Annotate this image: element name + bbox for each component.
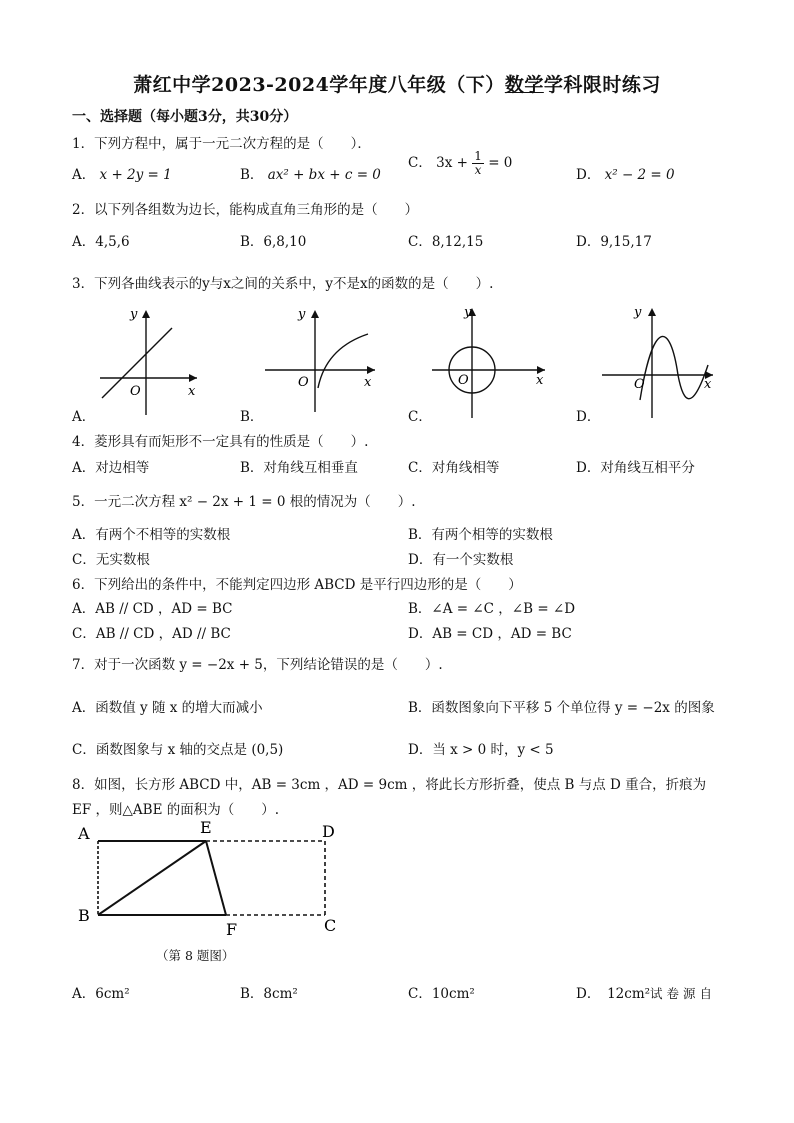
q2-option-d[interactable]: D．9,15,17 (576, 234, 652, 250)
q3-d-axis-x: x (704, 377, 712, 392)
q8-option-d[interactable] (576, 982, 712, 1002)
q7-option-c[interactable]: C．函数图象与 x 轴的交点是 (0,5) (72, 742, 284, 758)
q1-option-a[interactable] (72, 163, 172, 183)
q3-b-axis-y: y (298, 307, 306, 322)
q4-option-d[interactable]: D．对角线互相平分 (576, 460, 695, 476)
q8-point-c: C (324, 916, 337, 935)
q5-option-c[interactable]: C．无实数根 (72, 552, 150, 568)
title-rest: 学科限时练习 (543, 74, 661, 96)
q3-option-d[interactable]: D． (576, 409, 601, 425)
q3-c-axis-y: y (464, 305, 472, 320)
q8-point-f: F (226, 920, 238, 939)
q1-b-label: B． (240, 167, 264, 183)
q1-option-c[interactable] (408, 150, 512, 177)
q3-b-axis-x: x (364, 375, 372, 390)
q6-option-a[interactable]: A．AB // CD ，AD = BC (72, 601, 233, 617)
q8-trailer-text: 试 卷 源 自 (650, 986, 712, 1001)
q8-option-a[interactable]: A．6cm² (72, 986, 130, 1002)
q1-d-label: D． (576, 167, 601, 183)
q2-option-c[interactable]: C．8,12,15 (408, 234, 484, 250)
title-subject: 数学 (504, 74, 544, 96)
q8-option-b[interactable]: B．8cm² (240, 986, 298, 1002)
q3-option-b[interactable]: B． (240, 409, 264, 425)
q7-stem: 7．对于一次函数 y = −2x + 5，下列结论错误的是（ ）. (72, 657, 443, 673)
q3-c-origin: O (458, 373, 469, 388)
q2-option-b[interactable]: B．6,8,10 (240, 234, 307, 250)
q4-option-c[interactable]: C．对角线相等 (408, 460, 500, 476)
q1-a-label: A． (72, 167, 96, 183)
q3-d-axis-y: y (634, 305, 642, 320)
q8-point-e: E (200, 818, 212, 837)
q3-b-origin: O (298, 375, 309, 390)
q6-stem: 6．下列给出的条件中，不能判定四边形 ABCD 是平行四边形的是（ ） (72, 577, 522, 593)
q3-stem: 3．下列各曲线表示的y与x之间的关系中，y不是x的函数的是（ ）. (72, 276, 494, 292)
q8-stem-line2: EF ，则△ABE 的面积为（ ）. (72, 802, 280, 818)
q5-option-a[interactable]: A．有两个不相等的实数根 (72, 527, 231, 543)
q1-option-b[interactable] (240, 163, 381, 183)
q3-c-axis-x: x (536, 373, 544, 388)
q1-option-d[interactable] (576, 163, 675, 183)
q8-point-a: A (78, 824, 90, 843)
q8-stem-line1: 8．如图，长方形 ABCD 中，AB = 3cm ，AD = 9cm ，将此长方形折叠，使点 B 与点 D 重合，折痕为 (72, 777, 707, 793)
q3-graph-d[interactable] (598, 300, 728, 420)
q1-c-label: C． (408, 155, 432, 171)
q8-caption: （第 8 题图） (156, 948, 235, 963)
q6-option-d[interactable]: D．AB = CD ，AD = BC (408, 626, 572, 642)
q3-graph-a[interactable] (72, 300, 212, 420)
q3-a-axis-y: y (130, 307, 138, 322)
q1-c-pre: 3x + (436, 155, 468, 171)
q1-c-numerator: 1 (474, 149, 482, 163)
q6-option-b[interactable]: B．∠A = ∠C ，∠B = ∠D (408, 601, 576, 617)
q5-option-b[interactable]: B．有两个相等的实数根 (408, 527, 553, 543)
q1-d-expr: x² − 2 = 0 (604, 167, 675, 183)
q3-option-a[interactable]: A． (72, 409, 96, 425)
title-main: 萧红中学2023-2024学年度八年级（下） (133, 74, 505, 96)
q4-option-a[interactable]: A．对边相等 (72, 460, 150, 476)
page-title (0, 70, 794, 97)
q7-option-a[interactable]: A．函数值 y 随 x 的增大而减小 (72, 700, 263, 716)
q3-a-axis-x: x (188, 384, 196, 399)
q3-graph-c[interactable] (430, 300, 560, 420)
q8-point-d: D (322, 822, 335, 841)
q4-stem: 4．菱形具有而矩形不一定具有的性质是（ ）. (72, 434, 369, 450)
q5-option-d[interactable]: D．有一个实数根 (408, 552, 514, 568)
q8-d-label: D． 12cm² (576, 986, 651, 1002)
q5-stem: 5．一元二次方程 x² − 2x + 1 = 0 根的情况为（ ）. (72, 494, 416, 510)
q3-a-origin: O (130, 384, 141, 399)
q2-stem: 2．以下列各组数为边长，能构成直角三角形的是（ ） (72, 202, 419, 218)
q1-c-post: = 0 (488, 155, 513, 171)
q3-graph-b[interactable] (260, 300, 390, 420)
q8-option-c[interactable]: C．10cm² (408, 986, 475, 1002)
q1-b-expr: ax² + bx + c = 0 (267, 167, 381, 183)
q3-d-origin: O (634, 377, 645, 392)
q4-option-b[interactable]: B．对角线互相垂直 (240, 460, 358, 476)
q7-option-d[interactable]: D．当 x > 0 时，y < 5 (408, 742, 554, 758)
q1-c-denominator: x (474, 163, 482, 177)
q7-option-b[interactable]: B．函数图象向下平移 5 个单位得 y = −2x 的图象 (408, 700, 715, 716)
section-heading: 一、选择题（每小题3分，共30分） (72, 109, 298, 125)
q8-figure (72, 815, 362, 940)
q2-option-a[interactable]: A．4,5,6 (72, 234, 130, 250)
q1-stem: 1．下列方程中，属于一元二次方程的是（ ）． (72, 136, 371, 152)
q1-a-expr: x + 2y = 1 (99, 167, 172, 183)
q3-option-c[interactable]: C． (408, 409, 432, 425)
q8-point-b: B (78, 906, 90, 925)
q6-option-c[interactable]: C．AB // CD ，AD // BC (72, 626, 231, 642)
q1-c-fraction (472, 150, 484, 177)
